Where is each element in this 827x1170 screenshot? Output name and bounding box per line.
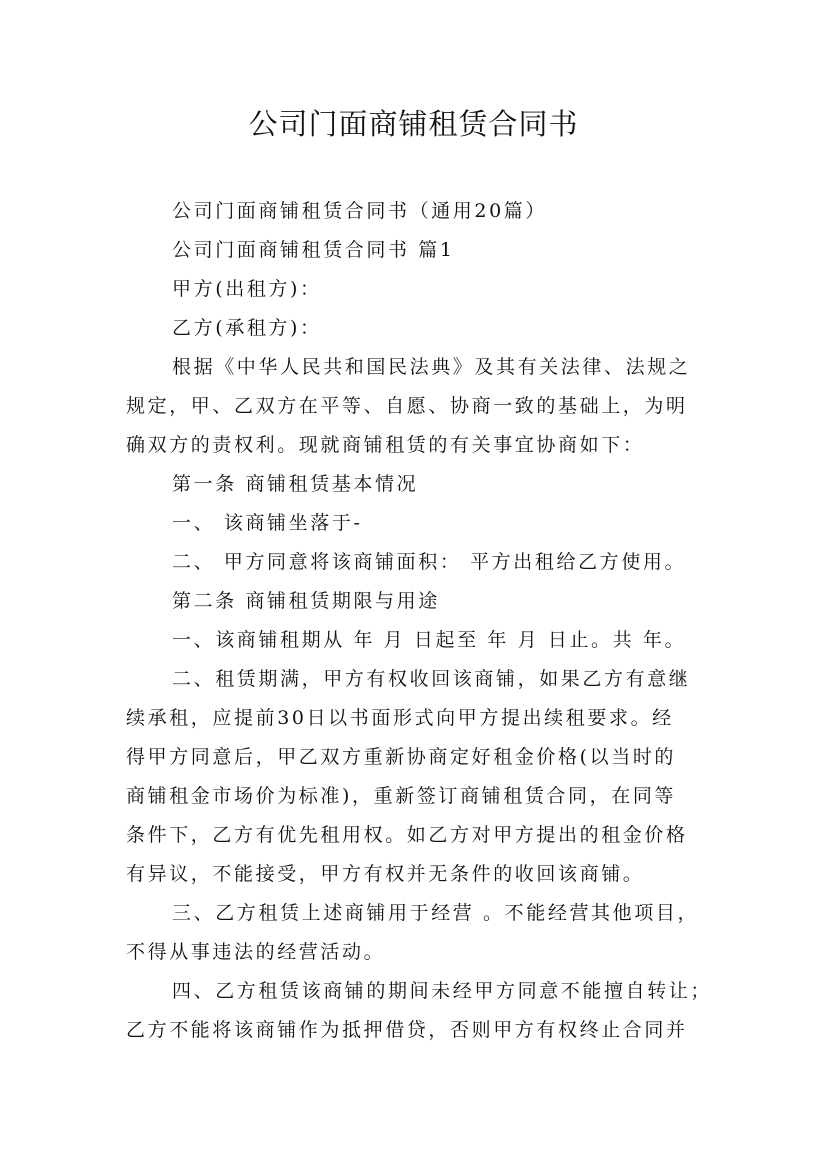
clause-line: 二、 甲方同意将该商铺面积： 平方出租给乙方使用。 (172, 551, 687, 573)
clause-line: 二、租赁期满，甲方有权收回该商铺，如果乙方有意继 (172, 668, 691, 690)
clause-line: 有异议，不能接受，甲方有权并无条件的收回该商铺。 (126, 863, 645, 885)
paragraph-line: 根据《中华人民共和国民法典》及其有关法律、法规之 (172, 356, 691, 378)
party-a-line: 甲方(出租方)： (172, 278, 322, 300)
clause-line: 得甲方同意后，甲乙双方重新协商定好租金价格(以当时的 (126, 746, 677, 768)
subtitle-line: 公司门面商铺租赁合同书（通用20篇） (172, 200, 547, 222)
clause-line: 不得从事违法的经营活动。 (126, 941, 386, 963)
clause-line: 条件下，乙方有优先租用权。如乙方对甲方提出的租金价格 (126, 824, 688, 846)
clause-line: 乙方不能将该商铺作为抵押借贷，否则甲方有权终止合同并 (126, 1019, 688, 1041)
paragraph-line: 规定，甲、乙双方在平等、自愿、协商一致的基础上，为明 (126, 395, 688, 417)
clause-line: 商铺租金市场价为标准)，重新签订商铺租赁合同，在同等 (126, 785, 677, 807)
article-heading: 第一条 商铺租赁基本情况 (172, 473, 419, 495)
clause-line: 一、 该商铺坐落于- (172, 512, 363, 534)
clause-line: 续承租，应提前30日以书面形式向甲方提出续租要求。经 (126, 707, 674, 729)
clause-line: 四、乙方租赁该商铺的期间未经甲方同意不能擅自转让； (172, 980, 713, 1002)
document-title: 公司门面商铺租赁合同书 (248, 107, 579, 141)
paragraph-line: 确双方的责权利。现就商铺租赁的有关事宜协商如下： (126, 434, 645, 456)
party-b-line: 乙方(承租方)： (172, 317, 322, 339)
section-heading: 公司门面商铺租赁合同书 篇1 (172, 239, 455, 261)
clause-line: 一、该商铺租期从 年 月 日起至 年 月 日止。共 年。 (172, 629, 687, 651)
clause-line: 三、乙方租赁上述商铺用于经营 。不能经营其他项目， (172, 902, 700, 924)
article-heading: 第二条 商铺租赁期限与用途 (172, 590, 440, 612)
